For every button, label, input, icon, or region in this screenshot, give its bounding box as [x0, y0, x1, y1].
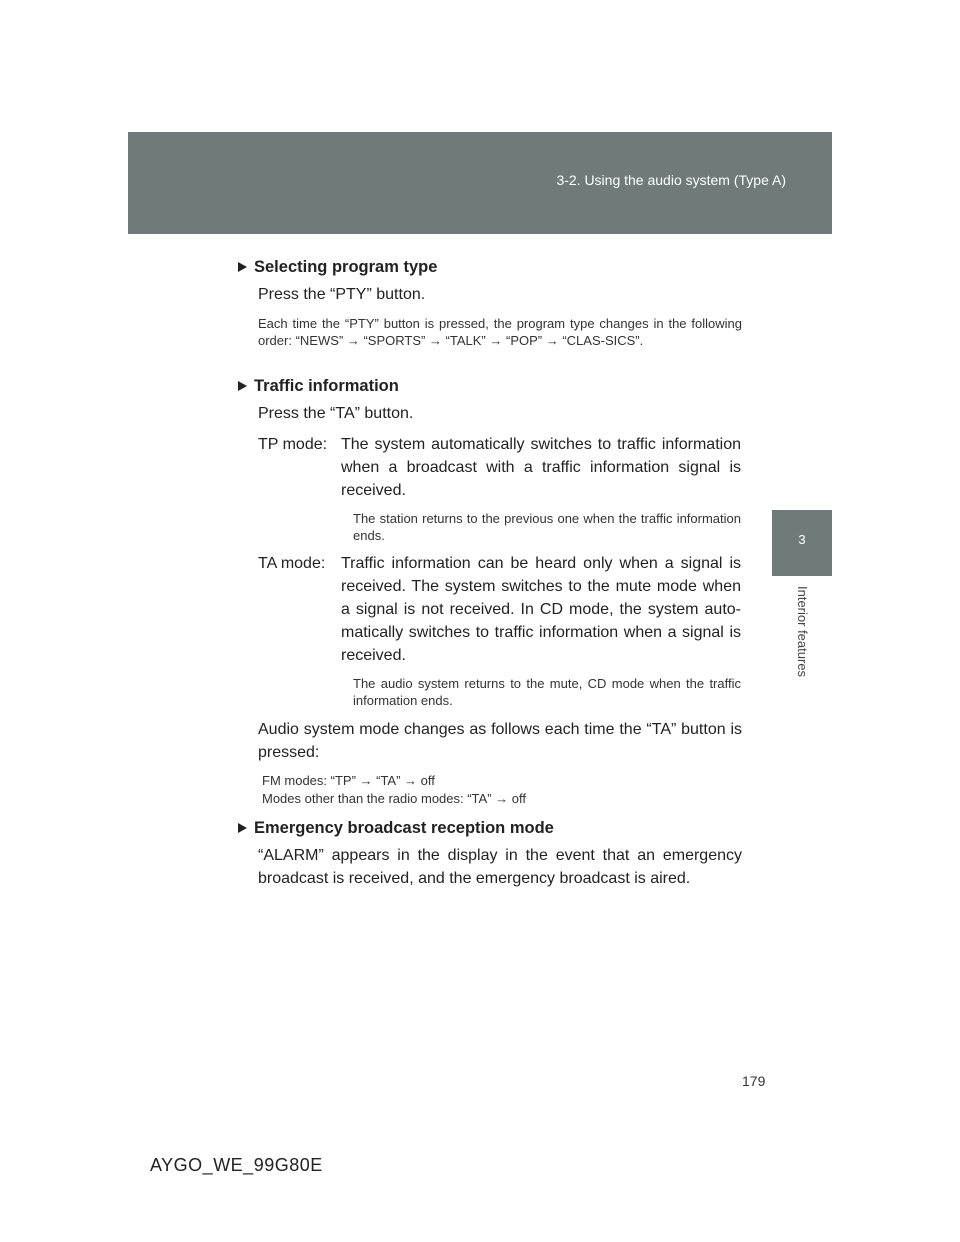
- traffic-instruction: Press the “TA” button.: [258, 405, 414, 422]
- ta-mode-text: Traffic information can be heard only when a signal is received. The system switches to the mute mode when a signal is not received. In CD mode, the system auto-matically switches to traffic information when a signal is received.: [341, 555, 741, 664]
- pty-note: Each time the “PTY” button is pressed, the program type changes in the following order: “NEWS” → “SPORTS” → “TALK” → “POP” → “CLAS-SICS”.: [258, 316, 742, 348]
- fm-modes: FM modes: “TP” → “TA” → off: [262, 773, 435, 788]
- chapter-number: 3: [798, 532, 806, 547]
- pty-heading-text: Selecting program type: [254, 258, 438, 276]
- bullet-icon: [238, 823, 247, 833]
- other-modes: Modes other than the radio modes: “TA” → off: [262, 791, 526, 806]
- ta-mode-note: The audio system returns to the mute, CD mode when the traffic information ends.: [353, 676, 741, 708]
- pty-heading: [238, 258, 437, 277]
- emergency-text: “ALARM” appears in the display in the event that an emergency broadcast is received, and the emergency broadcast is aired.: [258, 847, 742, 887]
- bullet-icon: [238, 262, 247, 272]
- traffic-heading-text: Traffic information: [254, 377, 399, 395]
- tp-mode-text: The system automatically switches to traffic information when a broadcast with a traffic information signal is received.: [341, 436, 741, 499]
- page-number: 179: [742, 1073, 766, 1089]
- chapter-tab: [772, 510, 832, 576]
- ta-mode-label: TA mode:: [258, 555, 326, 572]
- bullet-icon: [238, 381, 247, 391]
- document-code: AYGO_WE_99G80E: [150, 1155, 323, 1175]
- ta-summary: Audio system mode changes as follows each time the “TA” button is pressed:: [258, 721, 742, 761]
- pty-instruction: Press the “PTY” button.: [258, 286, 426, 303]
- section-title: 3-2. Using the audio system (Type A): [556, 172, 786, 188]
- emergency-heading-text: Emergency broadcast reception mode: [254, 819, 554, 837]
- tp-mode-label: TP mode:: [258, 436, 328, 453]
- tp-mode-note: The station returns to the previous one when the traffic information ends.: [353, 511, 741, 543]
- header-band: [128, 132, 832, 234]
- chapter-label: Interior features: [795, 586, 810, 678]
- traffic-heading: [238, 377, 399, 396]
- emergency-heading: [238, 819, 554, 838]
